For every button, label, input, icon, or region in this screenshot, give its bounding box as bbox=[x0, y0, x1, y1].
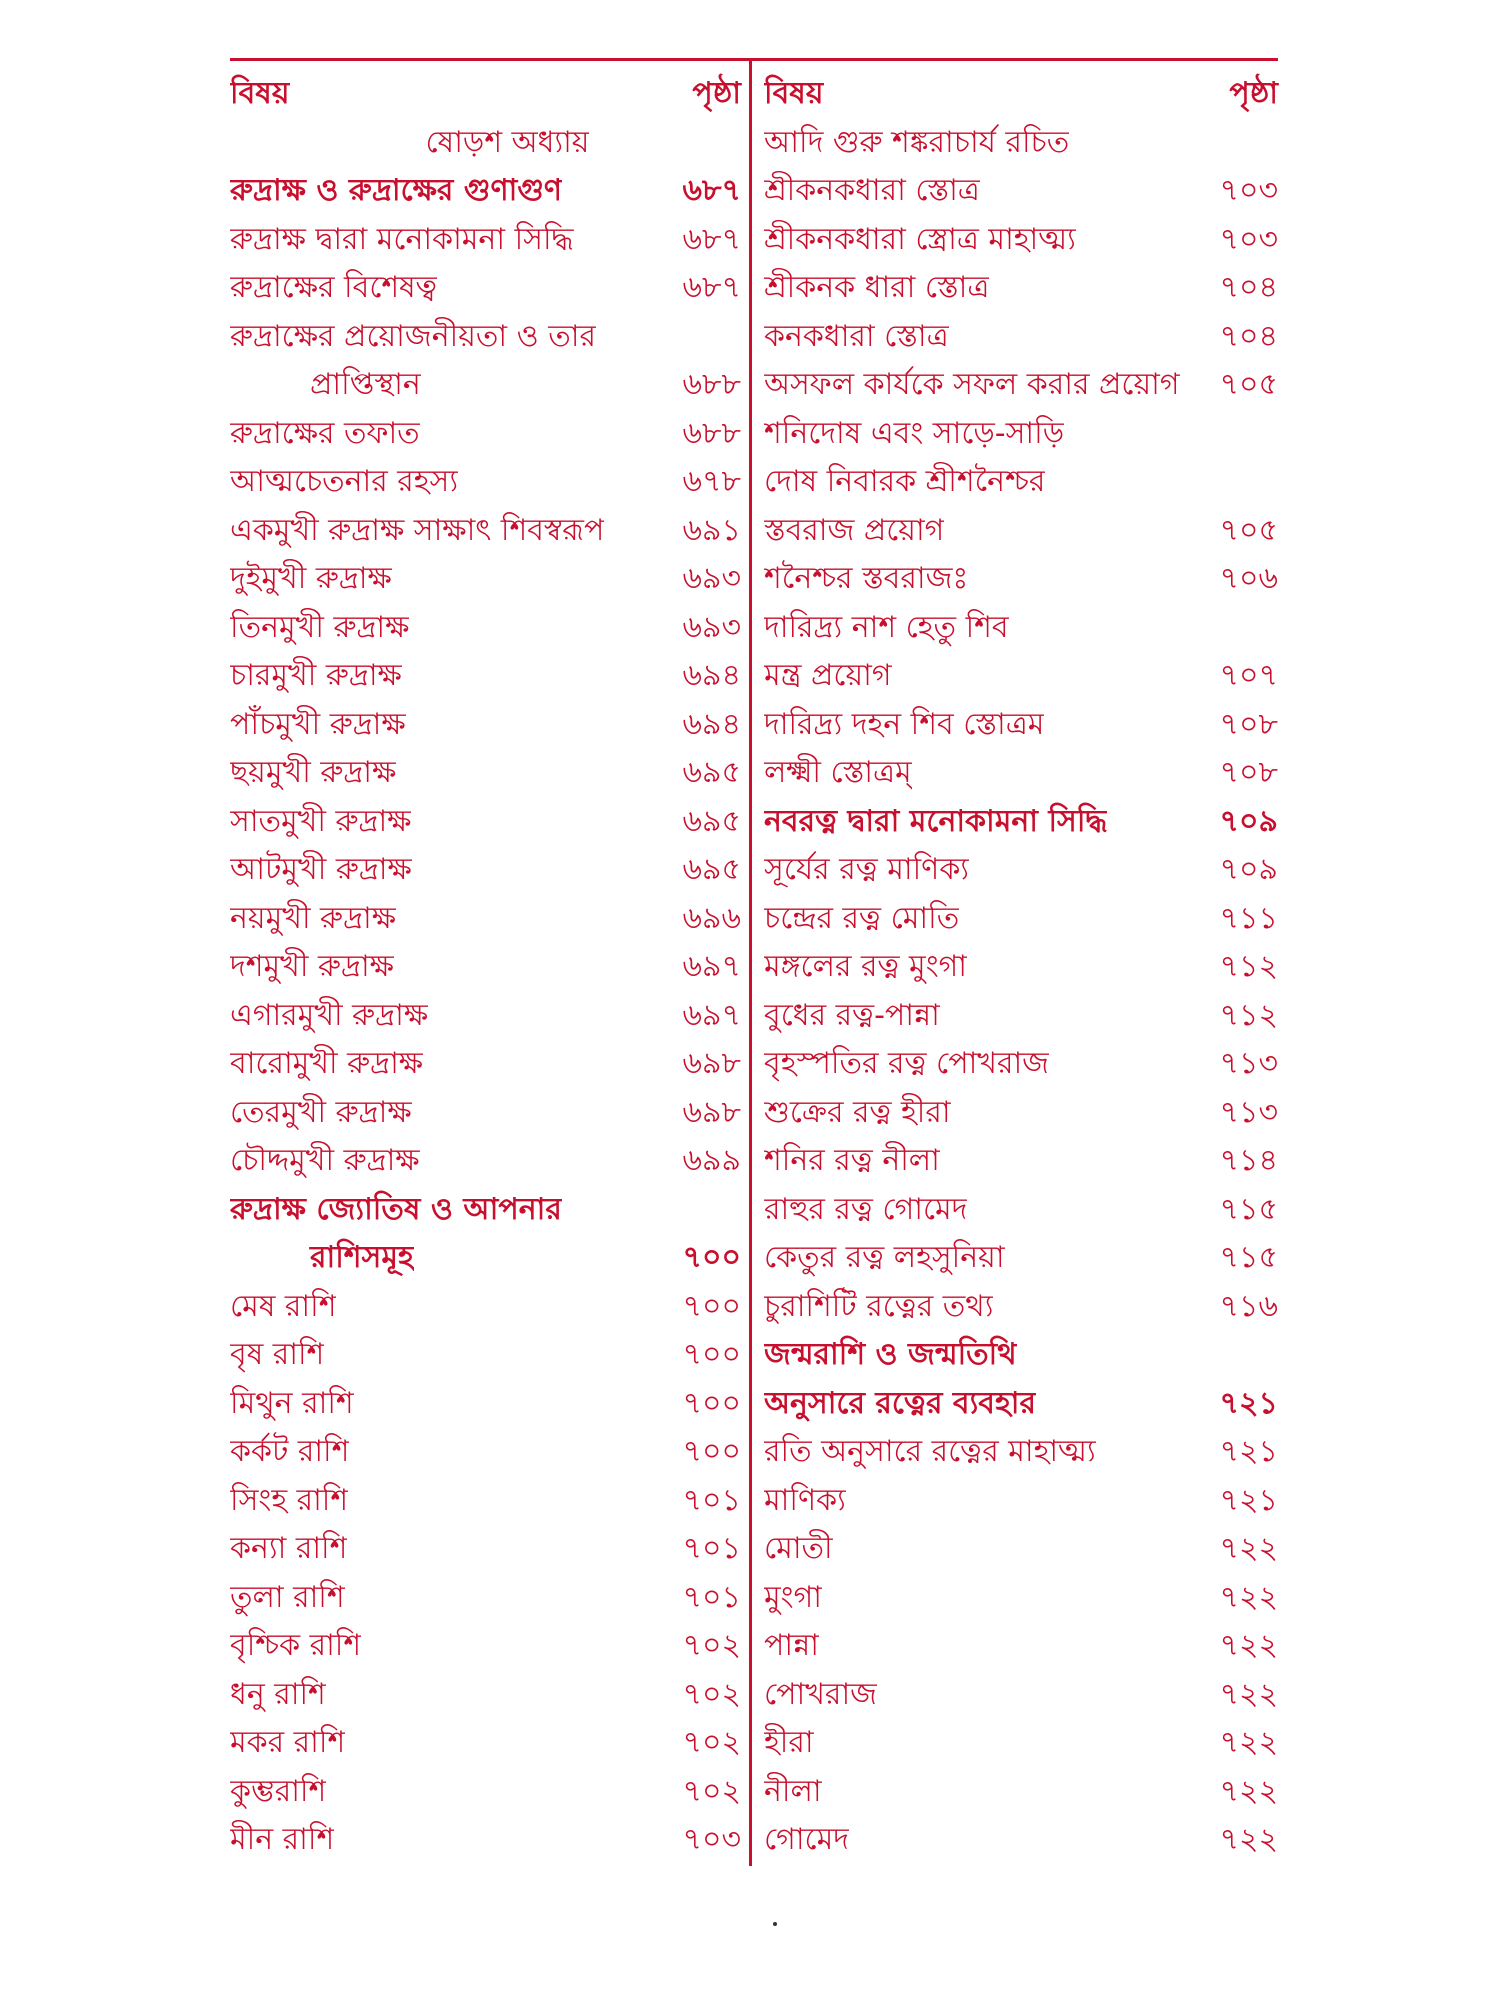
toc-entry bbox=[230, 1622, 745, 1671]
entry-page: ৭০৮ bbox=[1219, 706, 1278, 742]
entry-page: ৬৮৮ bbox=[682, 415, 741, 451]
entry-page: ৭০৬ bbox=[1219, 561, 1278, 597]
toc-entry bbox=[764, 943, 1278, 992]
entry-title: আদি গুরু শঙ্করাচার্য রচিত bbox=[764, 124, 1070, 160]
entry-title: অসফল কার্যকে সফল করার প্রয়োগ bbox=[764, 367, 1180, 403]
entry-page: ৬৮৭ bbox=[682, 173, 741, 209]
entry-title: চারমুখী রুদ্রাক্ষ bbox=[230, 658, 402, 694]
entry-page: ৭১২ bbox=[1219, 997, 1278, 1033]
toc-entry bbox=[230, 458, 745, 507]
entry-page: ৭১৫ bbox=[1219, 1191, 1278, 1227]
entry-title: রুদ্রাক্ষ জ্যোতিষ ও আপনার bbox=[230, 1191, 562, 1227]
entry-page: ৬৯৮ bbox=[682, 1046, 741, 1082]
entry-page: ৬৮৭ bbox=[682, 221, 741, 257]
toc-entry bbox=[764, 458, 1278, 507]
toc-entry bbox=[230, 1816, 745, 1865]
entry-page: ৭১৩ bbox=[1219, 1046, 1278, 1082]
entry-title: অনুসারে রত্নের ব্যবহার bbox=[764, 1385, 1036, 1421]
toc-entry bbox=[230, 1040, 745, 1089]
entry-title: দশমুখী রুদ্রাক্ষ bbox=[230, 949, 394, 985]
subject-header: বিষয় bbox=[764, 76, 824, 112]
entry-title: দারিদ্র্য নাশ হেতু শিব bbox=[764, 609, 1009, 645]
entry-title: ধনু রাশি bbox=[230, 1676, 326, 1712]
toc-entry bbox=[764, 216, 1278, 265]
entry-page: ৭০৩ bbox=[682, 1822, 741, 1858]
entry-page: ৬৯৪ bbox=[682, 706, 741, 742]
toc-entry bbox=[230, 749, 745, 798]
toc-entry bbox=[764, 846, 1278, 895]
entry-title: সিংহ রাশি bbox=[230, 1482, 349, 1518]
toc-entry bbox=[764, 1428, 1278, 1477]
entry-page: ৭২১ bbox=[1219, 1434, 1278, 1470]
toc-entry bbox=[764, 313, 1278, 362]
toc-entry bbox=[764, 1089, 1278, 1138]
entry-page: ৬৯৭ bbox=[682, 997, 741, 1033]
subject-header: বিষয় bbox=[230, 76, 290, 112]
entry-title: রুদ্রাক্ষের প্রয়োজনীয়তা ও তার bbox=[230, 318, 596, 354]
entry-title: শনৈশ্চর স্তবরাজঃ bbox=[764, 561, 969, 597]
entry-page: ৭২১ bbox=[1219, 1482, 1278, 1518]
entry-title: রুদ্রাক্ষের বিশেষত্ব bbox=[230, 270, 438, 306]
toc-entry bbox=[230, 1719, 745, 1768]
toc-entry bbox=[230, 1768, 745, 1817]
toc-entry bbox=[764, 1380, 1278, 1429]
entry-page: ৭০১ bbox=[682, 1579, 741, 1615]
entry-title: মন্ত্র প্রয়োগ bbox=[764, 658, 892, 694]
toc-entry bbox=[764, 264, 1278, 313]
toc-entry bbox=[230, 216, 745, 265]
toc-entry bbox=[230, 1428, 745, 1477]
chapter-title: ষোড়শ অধ্যায় bbox=[425, 124, 590, 160]
toc-entry bbox=[230, 652, 745, 701]
entry-page: ৭০৩ bbox=[1219, 221, 1278, 257]
entry-title: দারিদ্র্য দহন শিব স্তোত্রম bbox=[764, 706, 1045, 742]
toc-entry bbox=[230, 1186, 745, 1235]
toc-entry bbox=[764, 1234, 1278, 1283]
toc-entry bbox=[764, 1574, 1278, 1623]
toc-entry bbox=[764, 1816, 1278, 1865]
toc-entry bbox=[764, 1477, 1278, 1526]
entry-page: ৭২২ bbox=[1219, 1628, 1278, 1664]
entry-page: ৭০৯ bbox=[1219, 852, 1278, 888]
toc-entry bbox=[230, 798, 745, 847]
column-divider bbox=[749, 58, 752, 1866]
toc-entry bbox=[230, 1283, 745, 1332]
entry-page: ৭০০ bbox=[682, 1240, 741, 1276]
toc-entry bbox=[764, 1525, 1278, 1574]
entry-title: রাহুর রত্ন গোমেদ bbox=[764, 1191, 968, 1227]
entry-title: বৃহস্পতির রত্ন পোখরাজ bbox=[764, 1046, 1050, 1082]
entry-page: ৬৯৫ bbox=[682, 755, 741, 791]
toc-entry bbox=[230, 1137, 745, 1186]
entry-title: হীরা bbox=[764, 1725, 814, 1761]
entry-page: ৭১৫ bbox=[1219, 1240, 1278, 1276]
entry-page: ৭০২ bbox=[682, 1676, 741, 1712]
entry-page: ৭২২ bbox=[1219, 1725, 1278, 1761]
toc-entry bbox=[764, 410, 1278, 459]
toc-entry bbox=[230, 1089, 745, 1138]
entry-page: ৬৯৭ bbox=[682, 949, 741, 985]
toc-entry bbox=[230, 1574, 745, 1623]
entry-title: শনির রত্ন নীলা bbox=[764, 1143, 940, 1179]
entry-page: ৭১৩ bbox=[1219, 1094, 1278, 1130]
entry-title: মেষ রাশি bbox=[230, 1288, 337, 1324]
entry-page: ৭২২ bbox=[1219, 1773, 1278, 1809]
entry-title: তিনমুখী রুদ্রাক্ষ bbox=[230, 609, 410, 645]
toc-entry bbox=[230, 1380, 745, 1429]
toc-entry bbox=[764, 1331, 1278, 1380]
entry-page: ৭০২ bbox=[682, 1773, 741, 1809]
table-of-contents bbox=[230, 58, 1278, 1866]
entry-page: ৭০০ bbox=[682, 1434, 741, 1470]
toc-entry bbox=[230, 264, 745, 313]
entry-page: ৭১৬ bbox=[1219, 1288, 1278, 1324]
entry-page: ৬৯১ bbox=[682, 512, 741, 548]
toc-entry bbox=[764, 119, 1278, 168]
entry-title: নীলা bbox=[764, 1773, 822, 1809]
entry-title: রুদ্রাক্ষের তফাত bbox=[230, 415, 420, 451]
entry-title: মাণিক্য bbox=[764, 1482, 846, 1518]
toc-entry bbox=[764, 1768, 1278, 1817]
entry-page: ৭২২ bbox=[1219, 1579, 1278, 1615]
entry-page: ৬৯৮ bbox=[682, 1094, 741, 1130]
toc-entry bbox=[764, 749, 1278, 798]
entry-page: ৬৯৪ bbox=[682, 658, 741, 694]
page-header: পৃষ্ঠা bbox=[1229, 76, 1278, 112]
entry-title: রুদ্রাক্ষ দ্বারা মনোকামনা সিদ্ধি bbox=[230, 221, 574, 257]
toc-entry bbox=[764, 992, 1278, 1041]
entry-title: পাঁচমুখী রুদ্রাক্ষ bbox=[230, 706, 406, 742]
entry-title: চুরাশিটি রত্নের তথ্য bbox=[764, 1288, 994, 1324]
entry-page: ৭০০ bbox=[682, 1385, 741, 1421]
entry-title: নবরত্ন দ্বারা মনোকামনা সিদ্ধি bbox=[764, 803, 1108, 839]
entry-title: ছয়মুখী রুদ্রাক্ষ bbox=[230, 755, 397, 791]
toc-entry bbox=[230, 895, 745, 944]
toc-entry bbox=[764, 798, 1278, 847]
entry-page: ৭০০ bbox=[682, 1288, 741, 1324]
toc-entry bbox=[764, 1137, 1278, 1186]
toc-entry bbox=[764, 1719, 1278, 1768]
entry-title: তুলা রাশি bbox=[230, 1579, 345, 1615]
entry-title: বৃষ রাশি bbox=[230, 1337, 325, 1373]
entry-title: গোমেদ bbox=[764, 1822, 850, 1858]
toc-entry bbox=[764, 1040, 1278, 1089]
entry-page: ৭১১ bbox=[1219, 900, 1278, 936]
entry-page: ৭১৪ bbox=[1219, 1143, 1278, 1179]
entry-title: নয়মুখী রুদ্রাক্ষ bbox=[230, 900, 397, 936]
entry-page: ৭২২ bbox=[1219, 1676, 1278, 1712]
entry-title: লক্ষ্মী স্তোত্রম্ bbox=[764, 755, 912, 791]
entry-title: আত্মচেতনার রহস্য bbox=[230, 464, 459, 500]
toc-entry bbox=[764, 1186, 1278, 1235]
entry-title: বৃশ্চিক রাশি bbox=[230, 1628, 362, 1664]
entry-page: ৬৮৮ bbox=[682, 367, 741, 403]
toc-entry bbox=[764, 361, 1278, 410]
entry-title: মিথুন রাশি bbox=[230, 1385, 354, 1421]
entry-title: মকর রাশি bbox=[230, 1725, 346, 1761]
entry-title: শনিদোষ এবং সাড়ে-সাড়ি bbox=[764, 415, 1065, 451]
toc-entry bbox=[230, 361, 745, 410]
entry-title: শ্রীকনক ধারা স্তোত্র bbox=[764, 270, 990, 306]
toc-entry bbox=[230, 604, 745, 653]
toc-entry bbox=[764, 555, 1278, 604]
entry-title: সূর্যের রত্ন মাণিক্য bbox=[764, 852, 970, 888]
entry-title: চৌদ্দমুখী রুদ্রাক্ষ bbox=[230, 1143, 420, 1179]
toc-entry bbox=[764, 1622, 1278, 1671]
entry-title: পোখরাজ bbox=[764, 1676, 877, 1712]
entry-title: চন্দ্রের রত্ন মোতি bbox=[764, 900, 960, 936]
right-column-header bbox=[764, 70, 1278, 119]
entry-title: মীন রাশি bbox=[230, 1822, 335, 1858]
entry-title: শ্রীকনকধারা স্তোত্র bbox=[764, 173, 980, 209]
entry-title: সাতমুখী রুদ্রাক্ষ bbox=[230, 803, 412, 839]
toc-entry bbox=[230, 555, 745, 604]
entry-page: ৭০৫ bbox=[1219, 512, 1278, 548]
toc-entry bbox=[230, 507, 745, 556]
toc-entry bbox=[230, 1477, 745, 1526]
entry-page: ৭০২ bbox=[682, 1628, 741, 1664]
left-column-header bbox=[230, 70, 745, 119]
entry-page: ৭২১ bbox=[1219, 1385, 1278, 1421]
entry-title: কেতুর রত্ন লহসুনিয়া bbox=[764, 1240, 1005, 1276]
toc-entry bbox=[230, 992, 745, 1041]
toc-entry bbox=[230, 167, 745, 216]
entry-page: ৭০১ bbox=[682, 1482, 741, 1518]
entry-title: রতি অনুসারে রত্নের মাহাত্ম্য bbox=[764, 1434, 1096, 1470]
entry-page: ৬৯৯ bbox=[682, 1143, 741, 1179]
entry-page: ৭২২ bbox=[1219, 1822, 1278, 1858]
toc-entry bbox=[764, 701, 1278, 750]
toc-entry bbox=[230, 943, 745, 992]
entry-page: ৭০৪ bbox=[1219, 318, 1278, 354]
toc-entry bbox=[764, 652, 1278, 701]
toc-entry bbox=[764, 507, 1278, 556]
speck bbox=[773, 1922, 777, 1926]
entry-title: শ্রীকনকধারা স্ত্রোত্র মাহাত্ম্য bbox=[764, 221, 1076, 257]
toc-entry bbox=[764, 1671, 1278, 1720]
entry-title: কর্কট রাশি bbox=[230, 1434, 350, 1470]
entry-title: রাশিসমূহ bbox=[310, 1240, 414, 1276]
toc-entry bbox=[764, 895, 1278, 944]
entry-page: ৭০৭ bbox=[1219, 658, 1278, 694]
toc-entry bbox=[230, 410, 745, 459]
entry-page: ৭০৮ bbox=[1219, 755, 1278, 791]
right-column bbox=[764, 70, 1278, 1865]
entry-title: আটমুখী রুদ্রাক্ষ bbox=[230, 852, 412, 888]
toc-entry bbox=[230, 846, 745, 895]
entry-page: ৭০০ bbox=[682, 1337, 741, 1373]
entry-title: একমুখী রুদ্রাক্ষ সাক্ষাৎ শিবস্বরূপ bbox=[230, 512, 605, 548]
entry-title: দুইমুখী রুদ্রাক্ষ bbox=[230, 561, 392, 597]
toc-entry bbox=[230, 1234, 745, 1283]
entry-page: ৭২২ bbox=[1219, 1531, 1278, 1567]
entry-title: এগারমুখী রুদ্রাক্ষ bbox=[230, 997, 429, 1033]
entry-title: বুধের রত্ন-পান্না bbox=[764, 997, 940, 1033]
entry-title: মোতী bbox=[764, 1531, 833, 1567]
entry-page: ৭০৯ bbox=[1219, 803, 1278, 839]
entry-title: পান্না bbox=[764, 1628, 819, 1664]
entry-page: ৬৯৩ bbox=[682, 609, 741, 645]
entry-page: ৬৭৮ bbox=[682, 464, 741, 500]
chapter-title-row bbox=[230, 119, 745, 168]
toc-entry bbox=[764, 167, 1278, 216]
entry-page: ৭০২ bbox=[682, 1725, 741, 1761]
entry-title: দোষ নিবারক শ্রীশনৈশ্চর bbox=[764, 464, 1046, 500]
entry-title: মঙ্গলের রত্ন মুংগা bbox=[764, 949, 967, 985]
left-column bbox=[230, 70, 745, 1865]
entry-page: ৬৮৭ bbox=[682, 270, 741, 306]
entry-page: ৭১২ bbox=[1219, 949, 1278, 985]
entry-title: স্তবরাজ প্রয়োগ bbox=[764, 512, 945, 548]
entry-page: ৭০৪ bbox=[1219, 270, 1278, 306]
entry-title: বারোমুখী রুদ্রাক্ষ bbox=[230, 1046, 424, 1082]
page-header: পৃষ্ঠা bbox=[692, 76, 741, 112]
entry-title: রুদ্রাক্ষ ও রুদ্রাক্ষের গুণাগুণ bbox=[230, 173, 563, 209]
entry-title: কনকধারা স্তোত্র bbox=[764, 318, 949, 354]
entry-title: মুংগা bbox=[764, 1579, 822, 1615]
toc-entry bbox=[230, 313, 745, 362]
entry-page: ৬৯৫ bbox=[682, 803, 741, 839]
entry-page: ৬৯৫ bbox=[682, 852, 741, 888]
entry-title: কন্যা রাশি bbox=[230, 1531, 348, 1567]
toc-entry bbox=[764, 1283, 1278, 1332]
toc-entry bbox=[230, 1331, 745, 1380]
toc-entry bbox=[230, 1671, 745, 1720]
entry-page: ৭০৫ bbox=[1219, 367, 1278, 403]
entry-title: তেরমুখী রুদ্রাক্ষ bbox=[230, 1094, 412, 1130]
entry-page: ৭০১ bbox=[682, 1531, 741, 1567]
entry-title: প্রাপ্তিস্থান bbox=[310, 367, 421, 403]
entry-title: কুম্ভরাশি bbox=[230, 1773, 327, 1809]
toc-entry bbox=[230, 1525, 745, 1574]
top-rule bbox=[230, 58, 1278, 61]
entry-page: ৬৯৩ bbox=[682, 561, 741, 597]
toc-entry bbox=[764, 604, 1278, 653]
entry-title: জন্মরাশি ও জন্মতিথি bbox=[764, 1337, 1017, 1373]
toc-entry bbox=[230, 701, 745, 750]
entry-page: ৭০৩ bbox=[1219, 173, 1278, 209]
entry-page: ৬৯৬ bbox=[682, 900, 741, 936]
entry-title: শুক্রের রত্ন হীরা bbox=[764, 1094, 951, 1130]
